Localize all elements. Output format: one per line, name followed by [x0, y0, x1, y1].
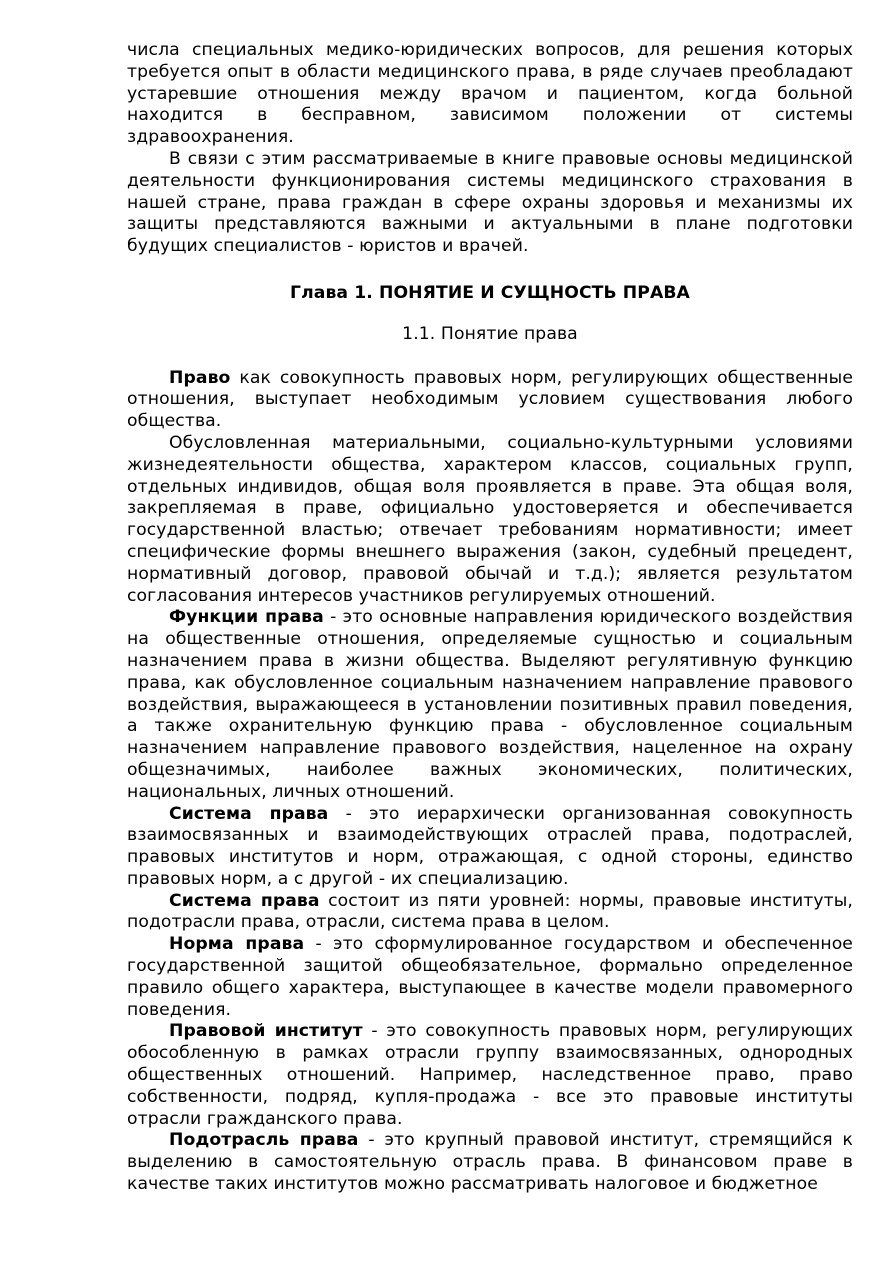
paragraph-sistema-prava [127, 804, 853, 891]
paragraph-text: - это иерархически организованная совокупность взаимосвязанных и взаимодействующих отраслей права, подотраслей, правовых институтов и норм, отражающая, с одной стороны, единство правовых норм, а с другой - их специализацию. [127, 803, 853, 889]
paragraph-sistema-prava-urovni [127, 891, 853, 935]
paragraph-podotrasl-prava [127, 1130, 853, 1195]
document-page [127, 40, 853, 1196]
term-sistema-prava: Система права [169, 890, 320, 911]
term-funktsii-prava: Функции права [169, 607, 324, 628]
paragraph-text: состоит из пяти уровней: нормы, правовые институты, подотрасли права, отрасли, система права в целом. [127, 890, 853, 933]
paragraph-funktsii-prava [127, 607, 853, 803]
paragraph-text: Обусловленная материальными, социально-культурными условиями жизнедеятельности общества, характером классов, социальных групп, отдельных индивидов, общая воля проявляется в праве. Эта общая воля, закрепляемая в праве, официально удостоверяется и обеспечивается государственной властью; отвечает требованиям нормативности; имеет специфические формы внешнего выражения (закон, судебный прецедент, нормативный договор, правовой обычай и т.д.); является результатом согласования интересов участников регулируемых отношений. [127, 432, 853, 606]
paragraph-text: - это сформулированное государством и обеспеченное государственной защитой общеобязательное, формально определенное правило общего характера, выступающее в качестве модели правомерного поведения. [127, 934, 853, 1020]
term-podotrasl-prava: Подотрасль права [169, 1130, 359, 1151]
intro-paragraph-2: В связи с этим рассматриваемые в книге правовые основы медицинской деятельности функционирования системы медицинского страхования в нашей стране, права граждан в сфере охраны здоровья и механизмы их защиты представляются важными и актуальными в плане подготовки будущих специалистов - юристов и врачей. [127, 148, 853, 257]
paragraph-pravovoy-institut [127, 1021, 853, 1130]
term-pravo: Право [169, 367, 231, 388]
term-pravovoy-institut: Правовой институт [169, 1021, 363, 1042]
paragraph-text: - это крупный правовой институт, стремящийся к выделению в самостоятельную отрасль права. В финансовом праве в качестве таких институтов можно рассматривать налоговое и бюджетное [127, 1130, 853, 1195]
term-sistema-prava: Система права [169, 803, 329, 824]
paragraph-obshchaya-volya [127, 433, 853, 607]
paragraph-pravo [127, 368, 853, 433]
paragraph-text: - это совокупность правовых норм, регулирующих обособленную в рамках отрасли группу взаимосвязанных, однородных общественных отношений. Например, наследственное право, право собственности, подряд, купля-продажа - все это правовые институты отрасли гражданского права. [127, 1021, 853, 1129]
paragraph-text: как совокупность правовых норм, регулирующих общественные отношения, выступает необходимым условием существования любого общества. [127, 367, 853, 432]
chapter-title: Глава 1. ПОНЯТИЕ И СУЩНОСТЬ ПРАВА [290, 282, 690, 303]
section-title: 1.1. Понятие права [402, 323, 578, 344]
paragraph-norma-prava [127, 934, 853, 1021]
intro-paragraph-1: числа специальных медико-юридических вопросов, для решения которых требуется опыт в области медицинского права, в ряде случаев преобладают устаревшие отношения между врачом и пациентом, когда больной находится в бесправном, зависимом положении от системы здравоохранения. [127, 40, 853, 148]
paragraph-text: - это основные направления юридического воздействия на общественные отношения, определяемые сущностью и социальным назначением права в жизни общества. Выделяют регулятивную функцию права, как обусловленное социальным назначением направление правового воздействия, выражающееся в установлении позитивных правил поведения, а также охранительную функцию права - обусловленное социальным назначением направление правового воздействия, нацеленное на охрану общезначимых, наиболее важных экономических, политических, национальных, личных отношений. [127, 607, 853, 802]
term-norma-prava: Норма права [169, 934, 305, 955]
